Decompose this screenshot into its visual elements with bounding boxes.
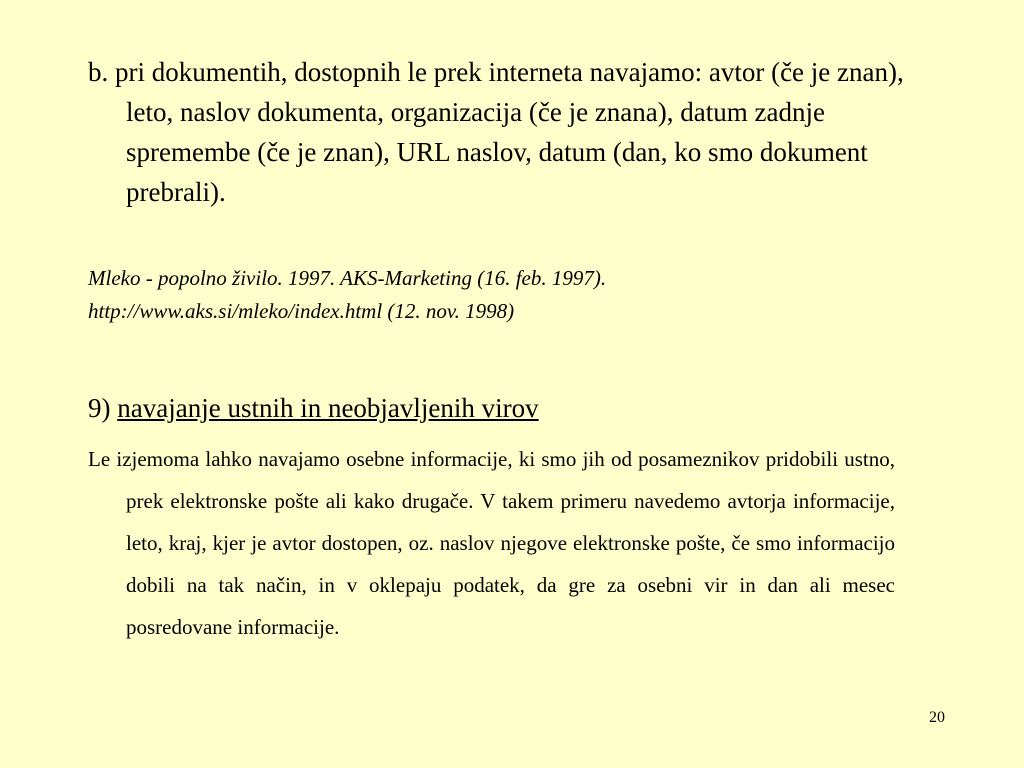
section-number: 9) (88, 393, 111, 423)
citation-line-1: Mleko - popolno živilo. 1997. AKS-Marketing (16. feb. 1997). (88, 266, 607, 290)
page-number: 20 (929, 709, 945, 726)
section-title: navajanje ustnih in neobjavljenih virov (117, 393, 539, 423)
section-heading (88, 388, 908, 428)
section-body-paragraph: Le izjemoma lahko navajamo osebne informacije, ki smo jih od posameznikov pridobili ustno, prek elektronske pošte ali kako drugače. V takem primeru navedemo avtorja informacije, leto, kraj, kjer je avtor dostopen, oz. naslov njegove elektronske pošte, če smo informacijo dobili na tak način, in v oklepaju podatek, da gre za osebni vir in dan ali mesec posredovane informacije. (88, 447, 895, 639)
internet-documents-paragraph: b. pri dokumentih, dostopnih le prek interneta navajamo: avtor (če je znan), leto, naslov dokumenta, organizacija (če je znana), datum zadnje spremembe (če je znan), URL naslov, datum (dan, ko smo dokument prebrali). (88, 57, 904, 207)
citation-line-2: http://www.aks.si/mleko/index.html (12. nov. 1998) (88, 299, 515, 323)
citation-example (88, 262, 946, 328)
